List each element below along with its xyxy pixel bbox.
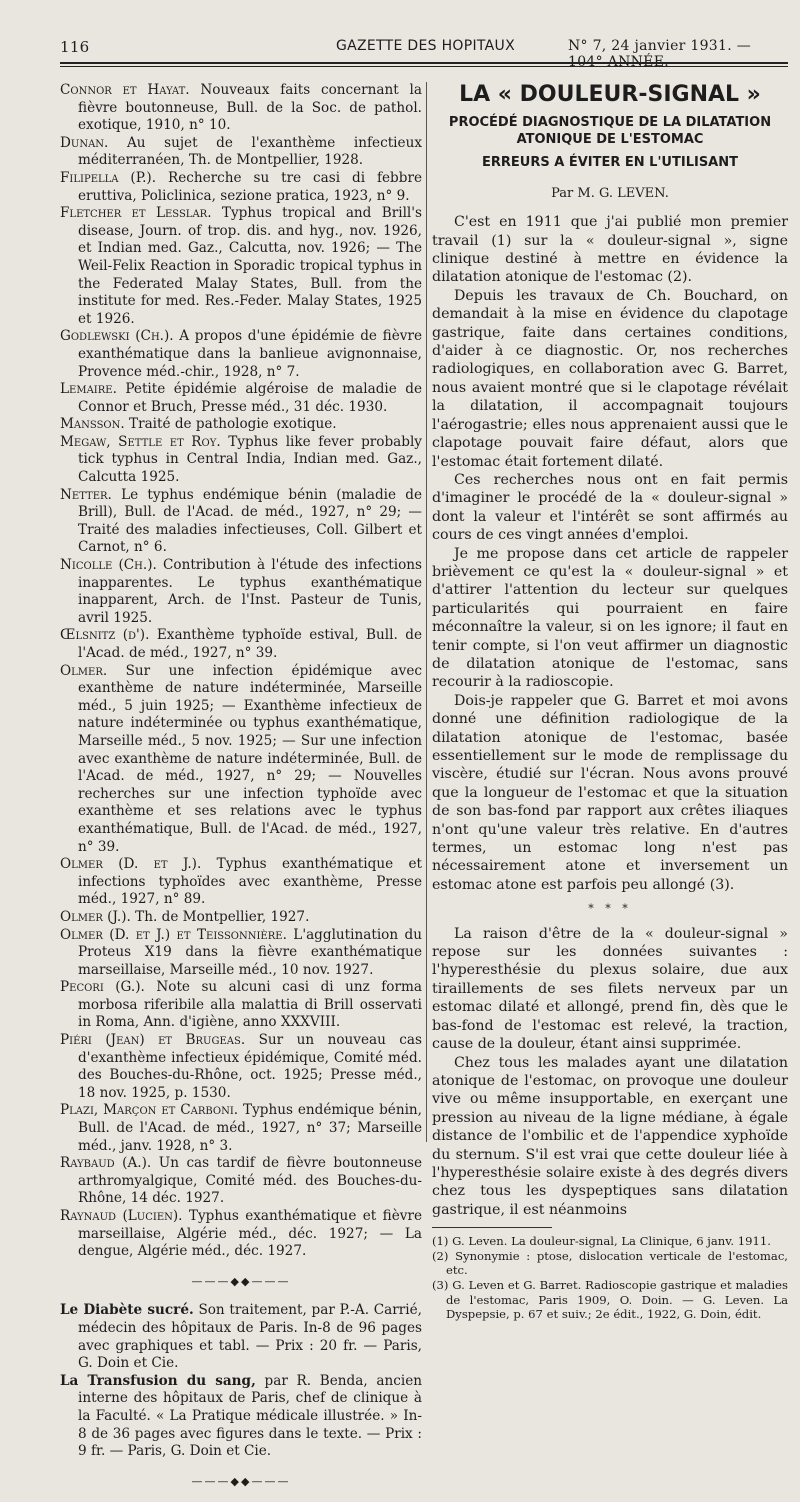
reference-author: Œlsnitz (d'). xyxy=(60,627,150,644)
article-body-continued xyxy=(432,925,788,1220)
reference-entry xyxy=(60,663,422,857)
column-separator xyxy=(426,82,427,1142)
reference-entry xyxy=(60,1032,422,1102)
reference-author: Nicolle (Ch.). xyxy=(60,557,157,574)
book-notice xyxy=(60,1302,422,1372)
reference-author: Godlewski (Ch.). xyxy=(60,328,174,345)
reference-text: Typhus like fever probably tick typhus in Central India, Indian med. Gaz., Calcutta 1925. xyxy=(78,433,422,486)
reference-author: Lemaire. xyxy=(60,381,117,398)
reference-author: Raynaud (Lucien). xyxy=(60,1208,183,1224)
reference-author: Raybaud (A.). xyxy=(60,1155,152,1172)
right-column xyxy=(432,82,788,1322)
reference-entry xyxy=(60,487,422,557)
reference-author: Dunan. xyxy=(60,134,109,151)
reference-entry xyxy=(60,1208,422,1261)
reference-author: Pecori (G.). xyxy=(60,979,145,996)
header-rule-thin xyxy=(60,66,788,67)
book-notice-title: La Transfusion du sang, xyxy=(60,1372,256,1389)
article-byline: Par M. G. LEVEN. xyxy=(551,185,669,201)
reference-entry xyxy=(60,170,422,205)
reference-author: Olmer. xyxy=(60,662,108,679)
reference-text: Typhus tropical and Brill's disease, Journ. of trop. dis. and hyg., nov. 1926, et Indian med. Gaz., Calcutta, nov. 1926; — The Weil-Felix Reaction in Sporadic tropical typhus in the Federated Malay States, Bull. from the institute for med. Res.-Feder. Malay States, 1925 et 1926. xyxy=(78,205,422,327)
footnote: (2) Synonymie : ptose, dislocation verticale de l'estomac, etc. xyxy=(432,1248,788,1278)
section-stars: * * * xyxy=(588,902,632,916)
article-paragraph: Dois-je rappeler que G. Barret et moi avons donné une définition radiologique de la dilatation atonique de l'estomac, basée essentiellement sur le mode de remplissage du viscère, étudié sur l'écran. Nous avons prouvé que la longueur de l'estomac et que la situation de son bas-fond par rapport aux crêtes iliaques n'ont qu'une valeur très relative. En d'autres termes, un estomac long n'est pas nécessairement atone et inversement un estomac atone est parfois peu allongé (3). xyxy=(432,692,788,893)
reference-entry xyxy=(60,82,422,135)
footnotes xyxy=(432,1234,788,1322)
reference-text: Le typhus endémique bénin (maladie de Brill), Bull. de l'Acad. de méd., 1927, n° 29; — Traité des maladies infectieuses, Coll. Gilbert et Carnot, n° 6. xyxy=(78,486,422,556)
reference-author: Olmer (D. et J.) et Teissonnière. xyxy=(60,926,287,943)
article-paragraph: C'est en 1911 que j'ai publié mon premier travail (1) sur la « douleur-signal », signe clinique destiné à mettre en évidence la dilatation atonique de l'estomac (2). xyxy=(432,214,788,286)
left-column xyxy=(60,82,422,1502)
reference-entry xyxy=(60,909,422,927)
reference-text: Un cas tardif de fièvre boutonneuse arthromyalgique, Comité méd. des Bouches-du-Rhône, 14 déc. 1927. xyxy=(78,1155,422,1207)
reference-text: Traité de pathologie exotique. xyxy=(124,416,337,433)
reference-text: Au sujet de l'exanthème infectieux méditerranéen, Th. de Montpellier, 1928. xyxy=(78,134,422,169)
article-paragraph: La raison d'être de la « douleur-signal » repose sur les données suivantes : l'hyperesthésie du plexus solaire, due aux tiraillements de ses filets nerveux par un estomac dilaté et allongé, prend fin, dès que le bas-fond de l'estomac est relevé, la traction, cause de la douleur, étant ainsi supprimée. xyxy=(432,925,788,1053)
issue-info: N° 7, 24 janvier 1931. — 104° ANNÉE. xyxy=(568,38,752,70)
book-notice-text: Son traitement, par P.-A. Carrié, médecin des hôpitaux de Paris. In-8 de 96 pages avec graphiques et tabl. — Prix : 20 fr. — Paris, G. Doin et Cie. xyxy=(78,1302,422,1372)
reference-text: Sur une infection épidémique avec exanthème de nature indéterminée, Marseille méd., 5 juin 1925; — Exanthème infectieux de nature indéterminée ou typhus exanthématique, Marseille méd., 5 nov. 1925; — Sur une infection avec exanthème de nature indéterminée, Bull. de l'Acad. de méd., 1927, n° 29; — Nouvelles recherches sur une infection typhoïde avec exanthème et ses relations avec le typhus exanthématique, Bull. de l'Acad. de méd., 1927, n° 39. xyxy=(78,662,422,855)
article-body xyxy=(432,213,788,894)
footnote: (1) G. Leven. La douleur-signal, La Clinique, 6 janv. 1911. xyxy=(432,1234,771,1249)
reference-entry xyxy=(60,416,422,434)
footnote: (3) G. Leven et G. Barret. Radioscopie gastrique et maladies de l'estomac, Paris 1909, O. Doin. — G. Leven. La Dyspepsie, p. 67 et suiv.; 2e édit., 1922, G. Doin, édit. xyxy=(432,1277,788,1322)
book-notices xyxy=(60,1302,422,1460)
book-notice-title: Le Diabète sucré. xyxy=(60,1302,194,1319)
reference-entry xyxy=(60,927,422,980)
reference-text: Th. de Montpellier, 1927. xyxy=(130,908,310,925)
reference-text: Petite épidémie algéroise de maladie de Connor et Bruch, Presse méd., 31 déc. 1930. xyxy=(78,381,422,415)
header-rule xyxy=(60,62,788,64)
bibliography-list xyxy=(60,82,422,1261)
reference-entry xyxy=(60,205,422,328)
page-number: 116 xyxy=(60,38,90,56)
section-divider: ———◆◆——— xyxy=(191,1274,291,1288)
reference-author: Netter. xyxy=(60,486,112,503)
article-subtitle: PROCÉDÉ DIAGNOSTIQUE DE LA DILATATION ATONIQUE DE L'ESTOMAC xyxy=(448,115,772,148)
reference-author: Plazi, Marçon et Carboni. xyxy=(60,1102,239,1119)
reference-text: Typhus endémique bénin, Bull. de l'Acad. de méd., 1927, n° 37; Marseille méd., janv. 1928, n° 3. xyxy=(78,1102,423,1154)
reference-entry xyxy=(60,557,422,627)
reference-entry xyxy=(60,979,422,1032)
book-notice xyxy=(60,1373,422,1461)
reference-text: Note su alcuni casi di unz forma morbosa riferibile alla malattia di Brill osservati in Roma, Ann. d'igiène, anno XXXVIII. xyxy=(78,979,422,1031)
reference-text: Typhus exanthématique et fièvre marseillaise, Algérie méd., déc. 1927; — La dengue, Algérie méd., déc. 1927. xyxy=(78,1208,422,1260)
article-paragraph: Depuis les travaux de Ch. Bouchard, on demandait à la mise en évidence du clapotage gastrique, faite dans certaines conditions, d'aider à ce diagnostic. Or, nos recherches radiologiques, en collaboration avec G. Barret, nous avaient montré que si le clapotage révélait la dilatation, il accompagnait toujours l'aérogastrie; elles nous apprenaient aussi que le clapotage pouvait faire défaut, alors que l'estomac était fortement dilaté. xyxy=(432,287,788,470)
reference-text: A propos d'une épidémie de fièvre exanthématique dans la banlieue avignonnaise, Provence méd.-chir., 1928, n° 7. xyxy=(78,328,422,380)
reference-author: Olmer (J.). xyxy=(60,908,131,925)
reference-author: Mansson. xyxy=(60,416,125,433)
reference-text: Typhus exanthématique et infections typhoïdes avec exanthème, Presse méd., 1927, n° 89. xyxy=(78,856,422,908)
reference-entry xyxy=(60,627,422,662)
reference-text: Exanthème typhoïde estival, Bull. de l'Acad. de méd., 1927, n° 39. xyxy=(78,627,422,661)
reference-text: Sur un nouveau cas d'exanthème infectieux épidémique, Comité méd. des Bouches-du-Rhône, oct. 1925; Presse méd., 18 nov. 1925, p. 1530. xyxy=(78,1032,422,1101)
article-paragraph: Chez tous les malades ayant une dilatation atonique de l'estomac, on provoque une douleur vive ou même insupportable, en exerçant une pression au niveau de la ligne médiane, à égale distance de l'ombilic et de l'appendice xyphoïde du sternum. S'il est vrai que cette douleur liée à l'hyperesthésie solaire existe à des degrés divers chez tous les dyspeptiques sans dilatation gastrique, il est néanmoins xyxy=(432,1054,788,1218)
reference-text: Nouveaux faits concernant la fièvre boutonneuse, Bull. de la Soc. de pathol. exotique, 1910, n° 10. xyxy=(78,82,422,134)
reference-entry xyxy=(60,1155,422,1208)
reference-entry xyxy=(60,434,422,487)
article-title: LA « DOULEUR-SIGNAL » xyxy=(459,82,761,107)
article-paragraph: Je me propose dans cet article de rappeler brièvement ce qu'est la « douleur-signal » et d'attirer l'attention du lecteur sur quelques particularités qui pourraient en faire méconnaître la valeur, si on les ignore; il faut en tenir compte, si l'on veut affirmer un diagnostic de dilatation atonique de l'estomac, sans recourir à la radioscopie. xyxy=(432,545,788,691)
book-notice-text: par R. Benda, ancien interne des hôpitaux de Paris, chef de clinique à la Faculté. « La Pratique médicale illustrée. » In-8 de 36 pages avec figures dans le texte. — Prix : 9 fr. — Paris, G. Doin et Cie. xyxy=(78,1372,423,1460)
running-header xyxy=(60,36,788,70)
journal-title: GAZETTE DES HOPITAUX xyxy=(336,38,515,54)
reference-entry xyxy=(60,856,422,909)
article-paragraph: Ces recherches nous ont en fait permis d'imaginer le procédé de la « douleur-signal » dont la valeur et l'intérêt se sont affirmés au cours de ces vingt années d'emploi. xyxy=(432,471,788,544)
reference-entry xyxy=(60,1102,422,1155)
reference-entry xyxy=(60,381,422,416)
reference-entry xyxy=(60,135,422,170)
reference-author: Connor et Hayat. xyxy=(60,82,190,98)
reference-author: Olmer (D. et J.). xyxy=(60,856,202,873)
reference-author: Fletcher et Lesslar. xyxy=(60,205,212,222)
article-subtitle-2: ERREURS A ÉVITER EN L'UTILISANT xyxy=(482,155,738,171)
reference-author: Megaw, Settle et Roy. xyxy=(60,433,221,450)
reference-text: L'agglutination du Proteus X19 dans la fièvre exanthématique marseillaise, Marseille méd., 10 nov. 1927. xyxy=(78,926,422,978)
reference-author: Piéri (Jean) et Brugeas. xyxy=(60,1032,246,1049)
reference-author: Filipella (P.). xyxy=(60,169,157,186)
footnote-rule xyxy=(432,1227,552,1228)
reference-text: Recherche su tre casi di febbre eruttiva, Policlinica, sezione pratica, 1923, n° 9. xyxy=(78,169,422,204)
reference-text: Contribution à l'étude des infections inapparentes. Le typhus exanthématique inapparent, Arch. de l'Inst. Pasteur de Tunis, avril 1925. xyxy=(78,557,422,626)
section-divider: ———◆◆——— xyxy=(191,1474,291,1488)
reference-entry xyxy=(60,328,422,381)
